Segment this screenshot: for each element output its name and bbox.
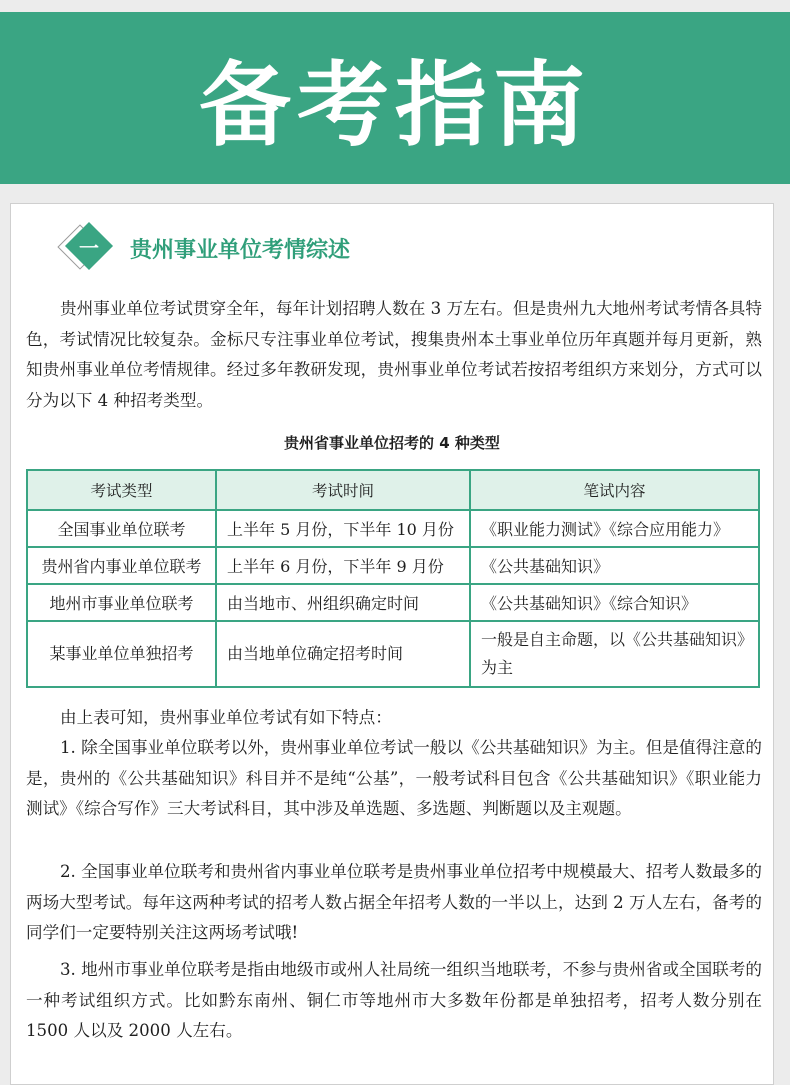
cell-exam-content: 《公共基础知识》 <box>470 547 759 584</box>
banner-title: 备考指南 <box>198 52 591 159</box>
cell-exam-content: 《职业能力测试》《综合应用能力》 <box>470 510 759 547</box>
exam-types-table <box>26 469 760 688</box>
cell-exam-content: 《公共基础知识》《综合知识》 <box>470 584 759 621</box>
cell-exam-type: 地州市事业单位联考 <box>27 584 216 621</box>
intro-paragraph: 贵州事业单位考试贯穿全年，每年计划招聘人数在 3 万左右。但是贵州九大地州考试考情各具特色，考试情况比较复杂。金标尺专注事业单位考试，搜集贵州本土事业单位历年真题并每月更新，熟知贵州事业单位考情规律。经过多年教研发现，贵州事业单位考试若按招考组织方来划分，方式可以分为以下 4 种招考类型。 <box>26 299 762 410</box>
header-banner <box>0 12 790 184</box>
cell-exam-content: 一般是自主命题，以《公共基础知识》为主 <box>470 621 759 687</box>
cell-exam-time: 由当地市、州组织确定时间 <box>216 584 470 621</box>
point-paragraph-1: 1. 除全国事业单位联考以外，贵州事业单位考试一般以《公共基础知识》为主。但是值得注意的是，贵州的《公共基础知识》科目并不是纯“公基”，一般考试科目包含《公共基础知识》《职业能力测试》《综合写作》三大考试科目，其中涉及单选题、多选题、判断题以及主观题。 <box>26 738 762 818</box>
point-paragraph-3: 3. 地州市事业单位联考是指由地级市或州人社局统一组织当地联考，不参与贵州省或全国联考的一种考试组织方式。比如黔东南州、铜仁市等地州市大多数年份都是单独招考，招考人数分别在 1500 人以及 2000 人左右。 <box>26 960 762 1040</box>
table-row <box>27 584 759 621</box>
cell-exam-time: 由当地单位确定招考时间 <box>216 621 470 687</box>
header-cell-time: 考试时间 <box>216 470 470 510</box>
cell-exam-time: 上半年 5 月份，下半年 10 月份 <box>216 510 470 547</box>
table-row <box>27 547 759 584</box>
summary-paragraph: 由上表可知，贵州事业单位考试有如下特点： <box>60 708 392 727</box>
section-title: 贵州事业单位考情综述 <box>130 238 351 263</box>
section-heading <box>60 225 460 275</box>
section-number: 一 <box>79 235 99 260</box>
table-header-row <box>27 470 759 510</box>
table-caption: 贵州省事业单位招考的 4 种类型 <box>284 434 500 452</box>
header-cell-content: 笔试内容 <box>470 470 759 510</box>
point-paragraph-2: 2. 全国事业单位联考和贵州省内事业单位联考是贵州事业单位招考中规模最大、招考人数最多的两场大型考试。每年这两种考试的招考人数占据全年招考人数的一半以上，达到 2 万人左右，备考的同学们一定要特别关注这两场考试哦! <box>26 862 762 942</box>
table-row <box>27 510 759 547</box>
table-row <box>27 621 759 687</box>
cell-exam-time: 上半年 6 月份，下半年 9 月份 <box>216 547 470 584</box>
cell-exam-type: 某事业单位单独招考 <box>27 621 216 687</box>
cell-exam-type: 全国事业单位联考 <box>27 510 216 547</box>
cell-exam-type: 贵州省内事业单位联考 <box>27 547 216 584</box>
header-cell-type: 考试类型 <box>27 470 216 510</box>
